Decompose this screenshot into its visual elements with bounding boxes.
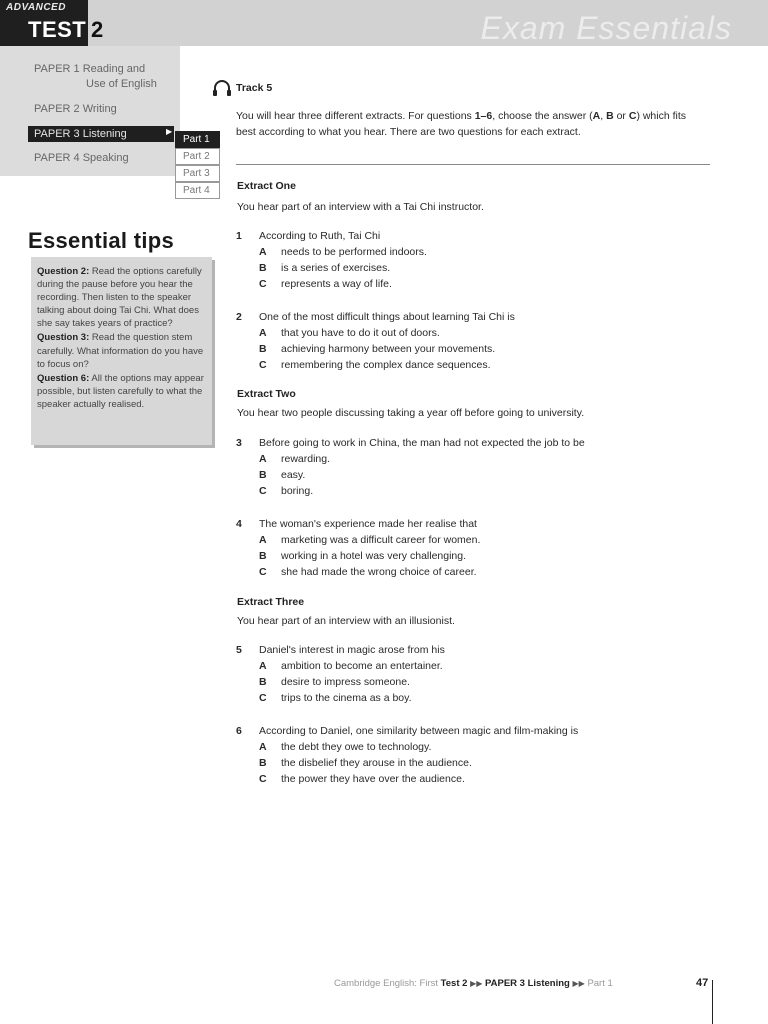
footer [334, 978, 613, 989]
question-number: 5 [236, 644, 242, 656]
option-text: that you have to do it out of doors. [281, 327, 440, 339]
part-tab-1: Part 1 [175, 131, 220, 148]
footer-test: Test 2 [440, 978, 468, 989]
answer-option [236, 771, 716, 787]
footer-book: Cambridge English: First [334, 978, 439, 989]
instructions [236, 108, 706, 140]
question-number: 6 [236, 725, 242, 737]
extract-title: Extract Two [237, 388, 296, 400]
instructions-bold: B [606, 110, 614, 122]
question-block [236, 642, 716, 706]
double-arrow-icon: ▶▶ [572, 979, 585, 988]
answer-option [236, 674, 716, 690]
option-letter: C [259, 278, 267, 290]
option-text: achieving harmony between your movements. [281, 343, 496, 355]
instructions-text: , [600, 110, 607, 122]
option-text: rewarding. [281, 453, 331, 465]
option-text: the debt they owe to technology. [281, 741, 432, 753]
header-title: Exam Essentials [480, 10, 732, 46]
question-text: One of the most difficult things about learning Tai Chi is [259, 311, 515, 323]
instructions-text: , choose the answer ( [492, 110, 593, 122]
paper-nav-item-speaking [34, 151, 129, 166]
option-text: the disbelief they arouse in the audience. [281, 757, 472, 769]
question-text: According to Daniel, one similarity between magic and film-making is [259, 725, 579, 737]
extract-description: You hear part of an interview with an illusionist. [237, 615, 455, 627]
option-letter: A [259, 534, 267, 546]
answer-option [236, 658, 716, 674]
question-text: Before going to work in China, the man had not expected the job to be [259, 437, 585, 449]
extract-description: You hear part of an interview with a Tai Chi instructor. [237, 201, 484, 213]
tip-label: Question 3: [37, 332, 90, 344]
option-letter: B [259, 262, 267, 274]
paper-nav-label: PAPER 4 Speaking [34, 152, 129, 164]
paper-nav-label: PAPER 1 Reading and [34, 63, 146, 75]
tip-item [37, 331, 206, 370]
paper-nav-item-reading [34, 62, 145, 77]
answer-option [236, 755, 716, 771]
option-letter: C [259, 692, 267, 704]
question-block [236, 228, 716, 292]
question-text: Daniel's interest in magic arose from his [259, 644, 445, 656]
answer-option [236, 690, 716, 706]
option-text: easy. [281, 469, 306, 481]
option-letter: C [259, 485, 267, 497]
answer-option [236, 564, 716, 580]
question-number: 4 [236, 518, 242, 530]
option-letter: B [259, 757, 267, 769]
question-block [236, 435, 716, 499]
tip-text: Read the question stem carefully. What information do you have to focus on? [37, 332, 204, 370]
option-text: represents a way of life. [281, 278, 392, 290]
instructions-text: ) which fits best according to what you hear. There are two questions for each extract. [236, 110, 687, 138]
question-text: The woman's experience made her realise that [259, 518, 477, 530]
option-letter: A [259, 741, 267, 753]
paper-nav-item-writing [34, 102, 117, 117]
question-number: 2 [236, 311, 242, 323]
divider [236, 164, 710, 165]
answer-option [236, 739, 716, 755]
instructions-bold: A [592, 110, 601, 122]
page-number: 47 [696, 977, 709, 989]
option-letter: C [259, 359, 267, 371]
answer-option [236, 357, 716, 373]
footer-section: Listening [527, 978, 570, 989]
option-text: boring. [281, 485, 314, 497]
footer-part: Part 1 [587, 978, 613, 989]
part-tab-4: Part 4 [175, 182, 220, 199]
tip-label: Question 6: [37, 372, 90, 384]
option-text: the power they have over the audience. [281, 773, 465, 785]
test-label: TEST [28, 17, 87, 42]
series-label: ADVANCED [6, 2, 66, 13]
question-text: According to Ruth, Tai Chi [259, 230, 381, 242]
option-text: she had made the wrong choice of career. [281, 566, 477, 578]
tip-text: Read the options carefully during the pause before you hear the recording. Then listen to the speaker talking about doing Tai Chi. What does she say takes years of practice? [37, 266, 202, 330]
footer-paper: PAPER 3 [485, 978, 525, 989]
option-text: marketing was a difficult career for women. [281, 534, 481, 546]
track-title: Track 5 [236, 82, 273, 94]
headphones-icon [212, 79, 232, 97]
option-letter: B [259, 550, 267, 562]
play-arrow-icon: ▶ [166, 127, 173, 136]
instructions-bold: 1–6 [474, 110, 493, 122]
question-number: 3 [236, 437, 242, 449]
option-text: ambition to become an entertainer. [281, 660, 443, 672]
option-letter: C [259, 773, 267, 785]
tip-item [37, 372, 206, 411]
question-block [236, 723, 716, 787]
option-letter: A [259, 453, 267, 465]
option-letter: C [259, 566, 267, 578]
paper-nav-label: Use of English [86, 78, 157, 90]
option-text: working in a hotel was very challenging. [281, 550, 467, 562]
option-letter: B [259, 676, 267, 688]
question-block [236, 309, 716, 373]
option-letter: A [259, 246, 267, 258]
part-tab-2: Part 2 [175, 148, 220, 165]
extract-title: Extract One [237, 180, 296, 192]
extract-title: Extract Three [237, 596, 305, 608]
test-number: 2 [91, 17, 104, 42]
answer-option [236, 532, 716, 548]
question-block [236, 516, 716, 580]
answer-option [236, 341, 716, 357]
tip-text: All the options may appear possible, but listen carefully to what the speaker actually realised. [37, 372, 204, 410]
paper-nav-label: PAPER 3 Listening [34, 128, 127, 140]
tips-heading: Essential tips [28, 228, 175, 253]
instructions-text: or [613, 110, 629, 122]
answer-option [236, 467, 716, 483]
option-text: desire to impress someone. [281, 676, 410, 688]
option-letter: A [259, 660, 267, 672]
option-letter: A [259, 327, 267, 339]
tip-label: Question 2: [37, 266, 90, 277]
option-text: trips to the cinema as a boy. [281, 692, 412, 704]
answer-option [236, 325, 716, 341]
option-text: needs to be performed indoors. [281, 246, 427, 258]
paper-nav-label: PAPER 2 Writing [34, 103, 117, 115]
option-text: is a series of exercises. [281, 262, 391, 274]
answer-option [236, 451, 716, 467]
answer-option [236, 548, 716, 564]
question-number: 1 [236, 230, 242, 242]
double-arrow-icon: ▶▶ [470, 979, 483, 988]
instructions-bold: C [628, 110, 637, 122]
part-tab-3: Part 3 [175, 165, 220, 182]
page-edge-rule [712, 980, 713, 1024]
option-letter: B [259, 469, 267, 481]
answer-option [236, 483, 716, 499]
extract-description: You hear two people discussing taking a year off before going to university. [237, 407, 585, 419]
tips-box [31, 257, 212, 445]
instructions-text: You will hear three different extracts. For questions [236, 110, 475, 122]
paper-nav-item-reading-line2 [86, 77, 157, 92]
option-text: remembering the complex dance sequences. [281, 359, 491, 371]
test-badge [0, 0, 88, 46]
answer-option [236, 276, 716, 292]
paper-nav-item-listening [28, 126, 174, 142]
option-letter: B [259, 343, 267, 355]
tip-item [37, 265, 206, 330]
answer-option [236, 260, 716, 276]
answer-option [236, 244, 716, 260]
